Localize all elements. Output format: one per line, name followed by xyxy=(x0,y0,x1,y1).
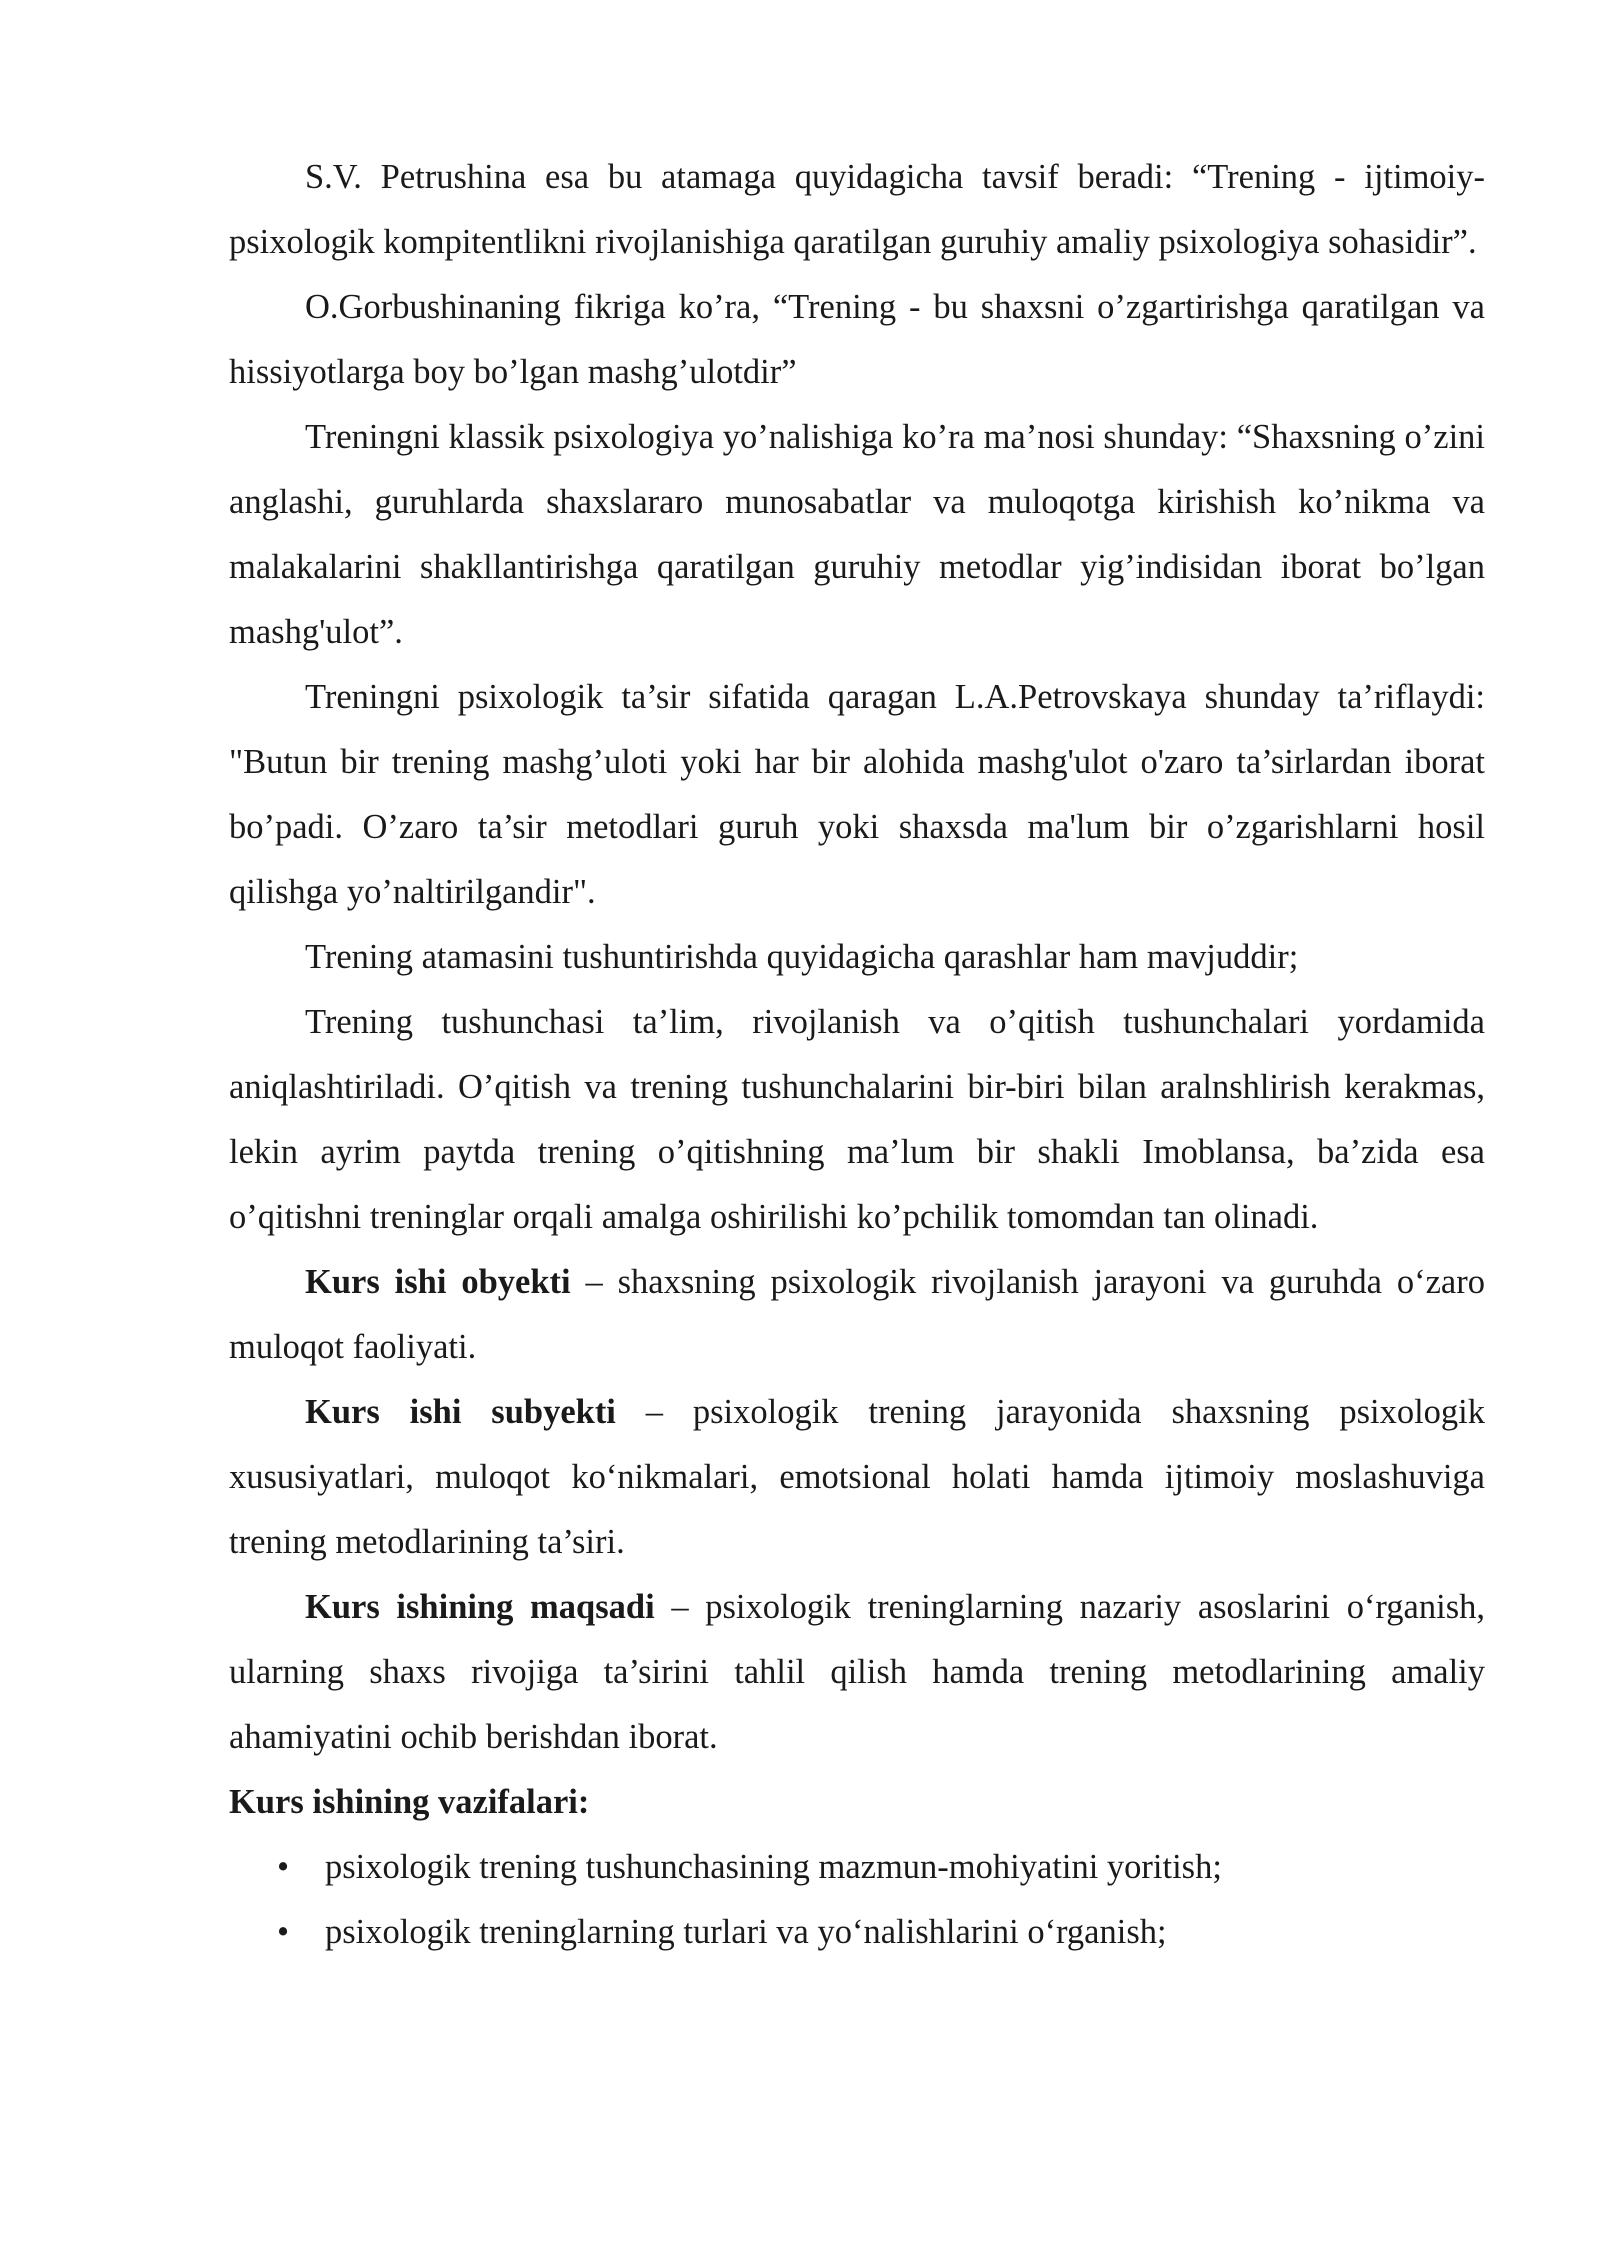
definition-subject-text: – psixologik trening jarayonida shaxsning psixologik xususiyatlari, muloqot ko‘nikmalari, emotsional holati hamda ijtimoiy moslashuviga trening metodlarining ta’siri. xyxy=(229,1393,1486,1561)
list-item xyxy=(229,1835,1485,1900)
definition-object-term: Kurs ishi obyekti xyxy=(305,1263,571,1301)
definition-subject xyxy=(229,1380,1485,1575)
list-item-text: psixologik treninglarning turlari va yo‘nalishlarini o‘rganish; xyxy=(325,1913,1167,1951)
bullet-icon: • xyxy=(277,1913,290,1951)
paragraph-classic-psychology: Treningni klassik psixologiya yo’nalishiga ko’ra ma’nosi shunday: “Shaxsning o’zini anglashi, guruhlarda shaxslararo munosabatlar va muloqotga kirishish ko’nikma va malakalarini shakllantirishga qaratilgan guruhiy metodlar yig’indisidan iborat bo’lgan mashg'ulot”. xyxy=(229,418,1485,651)
definition-goal-term: Kurs ishining maqsadi xyxy=(305,1588,655,1626)
definition-goal-text: – psixologik treninglarning nazariy asoslarini o‘rganish, ularning shaxs rivojiga ta’sirini tahlil qilish hamda trening metodlarining amaliy ahamiyatini ochib berishdan iborat. xyxy=(229,1588,1485,1756)
definition-object-text: – shaxsning psixologik rivojlanish jarayoni va guruhda o‘zaro muloqot faoliyati. xyxy=(229,1263,1485,1366)
tasks-list xyxy=(229,1835,1485,1965)
document-page xyxy=(229,145,1485,1965)
definition-object xyxy=(229,1250,1485,1380)
definition-goal xyxy=(229,1575,1485,1770)
paragraph-petrushina: S.V. Petrushina esa bu atamaga quyidagicha tavsif beradi: “Trening - ijtimoiy- psixologik kompitentlikni rivojlanishiga qaratilgan guruhiy amaliy psixologiya sohasidir”. xyxy=(229,158,1485,261)
list-item-text: psixologik trening tushunchasining mazmun-mohiyatini yoritish; xyxy=(325,1848,1222,1886)
definition-subject-term: Kurs ishi subyekti xyxy=(305,1393,616,1431)
paragraph-petrovskaya: Treningni psixologik ta’sir sifatida qaragan L.A.Petrovskaya shunday ta’riflaydi: "Butun bir trening mashg’uloti yoki har bir alohida mashg'ulot o'zaro ta’sirlardan iborat bo’padi. O’zaro ta’sir metodlari guruh yoki shaxsda ma'lum bir o’zgarishlarni hosil qilishga yo’naltirilgandir". xyxy=(229,678,1485,911)
tasks-heading xyxy=(229,1770,1485,1835)
paragraph-training-concept: Trening tushunchasi ta’lim, rivojlanish va o’qitish tushunchalari yordamida aniqlashtiriladi. O’qitish va trening tushunchalarini bir-biri bilan aralnshlirish kerakmas, lekin ayrim paytda trening o’qitishning ma’lum bir shakli Imoblansa, ba’zida esa o’qitishni treninglar orqali amalga oshirilishi ko’pchilik tomomdan tan olinadi. xyxy=(229,1003,1485,1236)
bullet-icon: • xyxy=(277,1848,290,1886)
tasks-heading-text: Kurs ishining vazifalari: xyxy=(229,1783,590,1821)
list-item xyxy=(229,1900,1485,1965)
paragraph-gorbushina: O.Gorbushinaning fikriga ko’ra, “Trening - bu shaxsni o’zgartirishga qaratilgan va hissiyotlarga boy bo’lgan mashg’ulotdir” xyxy=(229,288,1485,391)
paragraph-views-intro: Trening atamasini tushuntirishda quyidagicha qarashlar ham mavjuddir; xyxy=(305,938,1299,976)
